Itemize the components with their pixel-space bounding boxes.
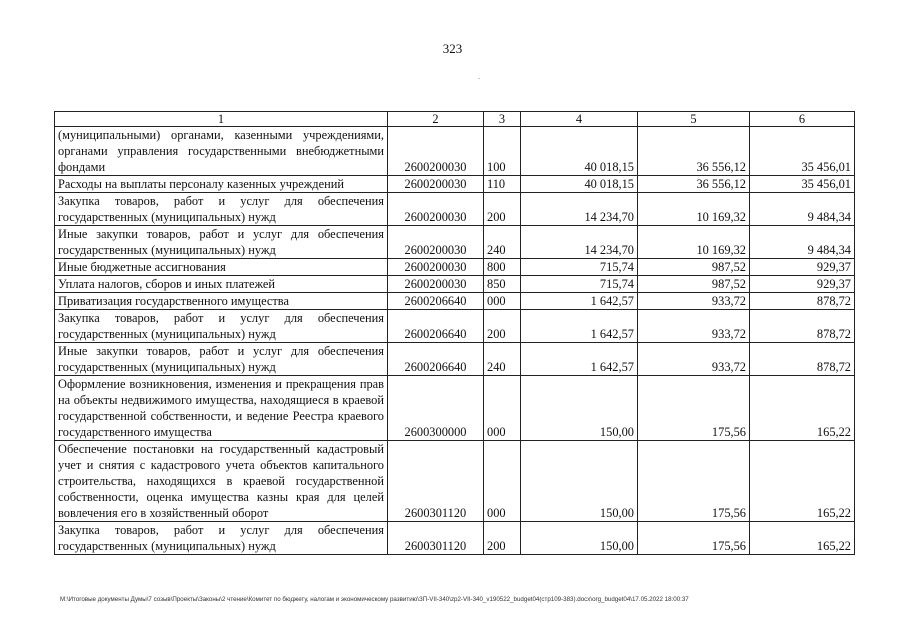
amount-year-2: 36 556,12 bbox=[638, 127, 750, 176]
amount-year-3: 878,72 bbox=[750, 293, 855, 310]
amount-year-2: 987,52 bbox=[638, 276, 750, 293]
item-name: Иные закупки товаров, работ и услуг для обеспечения государственных (муниципальных) нужд bbox=[55, 226, 388, 259]
item-name: Закупка товаров, работ и услуг для обеспечения государственных (муниципальных) нужд bbox=[55, 193, 388, 226]
expense-type: 200 bbox=[484, 193, 521, 226]
footer-file-path: M:\Итоговые документы Думы\7 созыв\Проекты\Законы\2 чтение\Комитет по бюджету, налогам и экономическому развитию\ЗП-VII-340\zp2-VII-340_v190522_budget04(стр109-383).docx\org_budget04\17.05.2022 18:00:37 bbox=[60, 596, 689, 603]
item-name: (муниципальными) органами, казенными учреждениями, органами управления государственными внебюджетными фондами bbox=[55, 127, 388, 176]
table-header-row bbox=[55, 112, 855, 127]
page-number: 323 bbox=[442, 41, 463, 56]
amount-year-3: 929,37 bbox=[750, 259, 855, 276]
amount-year-3: 35 456,01 bbox=[750, 176, 855, 193]
table-row bbox=[55, 176, 855, 193]
amount-year-1: 1 642,57 bbox=[521, 310, 638, 343]
amount-year-1: 40 018,15 bbox=[521, 176, 638, 193]
amount-year-1: 14 234,70 bbox=[521, 226, 638, 259]
expense-type: 000 bbox=[484, 376, 521, 441]
table-row bbox=[55, 376, 855, 441]
expense-type: 000 bbox=[484, 293, 521, 310]
amount-year-2: 10 169,32 bbox=[638, 226, 750, 259]
table-row bbox=[55, 441, 855, 522]
amount-year-3: 878,72 bbox=[750, 343, 855, 376]
target-code: 2600300000 bbox=[388, 376, 484, 441]
amount-year-2: 36 556,12 bbox=[638, 176, 750, 193]
column-header: 3 bbox=[484, 112, 521, 127]
table-row bbox=[55, 226, 855, 259]
amount-year-3: 878,72 bbox=[750, 310, 855, 343]
amount-year-2: 933,72 bbox=[638, 293, 750, 310]
expense-type: 850 bbox=[484, 276, 521, 293]
amount-year-2: 933,72 bbox=[638, 343, 750, 376]
expense-type: 240 bbox=[484, 226, 521, 259]
amount-year-2: 175,56 bbox=[638, 441, 750, 522]
amount-year-2: 987,52 bbox=[638, 259, 750, 276]
amount-year-3: 165,22 bbox=[750, 522, 855, 555]
target-code: 2600206640 bbox=[388, 293, 484, 310]
expense-type: 200 bbox=[484, 310, 521, 343]
target-code: 2600206640 bbox=[388, 310, 484, 343]
amount-year-1: 1 642,57 bbox=[521, 293, 638, 310]
amount-year-1: 14 234,70 bbox=[521, 193, 638, 226]
column-header: 6 bbox=[750, 112, 855, 127]
amount-year-3: 9 484,34 bbox=[750, 193, 855, 226]
item-name: Обеспечение постановки на государственный кадастровый учет и снятия с кадастрового учета объектов капитального строительства, находящихся в краевой государственной собственности, оценка имущества казны края для целей вовлечения его в хозяйственный оборот bbox=[55, 441, 388, 522]
expense-type: 240 bbox=[484, 343, 521, 376]
table-row bbox=[55, 343, 855, 376]
table-row bbox=[55, 259, 855, 276]
item-name: Иные закупки товаров, работ и услуг для обеспечения государственных (муниципальных) нужд bbox=[55, 343, 388, 376]
target-code: 2600200030 bbox=[388, 226, 484, 259]
table-row bbox=[55, 293, 855, 310]
amount-year-1: 150,00 bbox=[521, 441, 638, 522]
amount-year-3: 35 456,01 bbox=[750, 127, 855, 176]
item-name: Приватизация государственного имущества bbox=[55, 293, 388, 310]
target-code: 2600301120 bbox=[388, 441, 484, 522]
amount-year-3: 929,37 bbox=[750, 276, 855, 293]
table-row bbox=[55, 522, 855, 555]
amount-year-3: 9 484,34 bbox=[750, 226, 855, 259]
expense-type: 110 bbox=[484, 176, 521, 193]
amount-year-3: 165,22 bbox=[750, 376, 855, 441]
target-code: 2600301120 bbox=[388, 522, 484, 555]
expense-type: 200 bbox=[484, 522, 521, 555]
amount-year-1: 40 018,15 bbox=[521, 127, 638, 176]
target-code: 2600200030 bbox=[388, 193, 484, 226]
budget-table bbox=[54, 111, 855, 555]
table-row bbox=[55, 276, 855, 293]
amount-year-1: 1 642,57 bbox=[521, 343, 638, 376]
expense-type: 000 bbox=[484, 441, 521, 522]
amount-year-1: 715,74 bbox=[521, 259, 638, 276]
item-name: Иные бюджетные ассигнования bbox=[55, 259, 388, 276]
target-code: 2600200030 bbox=[388, 127, 484, 176]
amount-year-3: 165,22 bbox=[750, 441, 855, 522]
amount-year-1: 150,00 bbox=[521, 376, 638, 441]
column-header: 4 bbox=[521, 112, 638, 127]
target-code: 2600200030 bbox=[388, 176, 484, 193]
target-code: 2600206640 bbox=[388, 343, 484, 376]
column-header: 5 bbox=[638, 112, 750, 127]
expense-type: 800 bbox=[484, 259, 521, 276]
amount-year-2: 10 169,32 bbox=[638, 193, 750, 226]
table-row bbox=[55, 193, 855, 226]
item-name: Оформление возникновения, изменения и прекращения прав на объекты недвижимого имущества, находящиеся в краевой государственной собственности, и ведение Реестра краевого государственного имущества bbox=[55, 376, 388, 441]
target-code: 2600200030 bbox=[388, 276, 484, 293]
table-row bbox=[55, 310, 855, 343]
item-name: Закупка товаров, работ и услуг для обеспечения государственных (муниципальных) нужд bbox=[55, 310, 388, 343]
table-row bbox=[55, 127, 855, 176]
amount-year-1: 150,00 bbox=[521, 522, 638, 555]
amount-year-2: 933,72 bbox=[638, 310, 750, 343]
item-name: Уплата налогов, сборов и иных платежей bbox=[55, 276, 388, 293]
expense-type: 100 bbox=[484, 127, 521, 176]
amount-year-1: 715,74 bbox=[521, 276, 638, 293]
amount-year-2: 175,56 bbox=[638, 376, 750, 441]
item-name: Расходы на выплаты персоналу казенных учреждений bbox=[55, 176, 388, 193]
column-header: 2 bbox=[388, 112, 484, 127]
amount-year-2: 175,56 bbox=[638, 522, 750, 555]
target-code: 2600200030 bbox=[388, 259, 484, 276]
scan-speck: . bbox=[478, 72, 480, 81]
item-name: Закупка товаров, работ и услуг для обеспечения государственных (муниципальных) нужд bbox=[55, 522, 388, 555]
column-header: 1 bbox=[55, 112, 388, 127]
